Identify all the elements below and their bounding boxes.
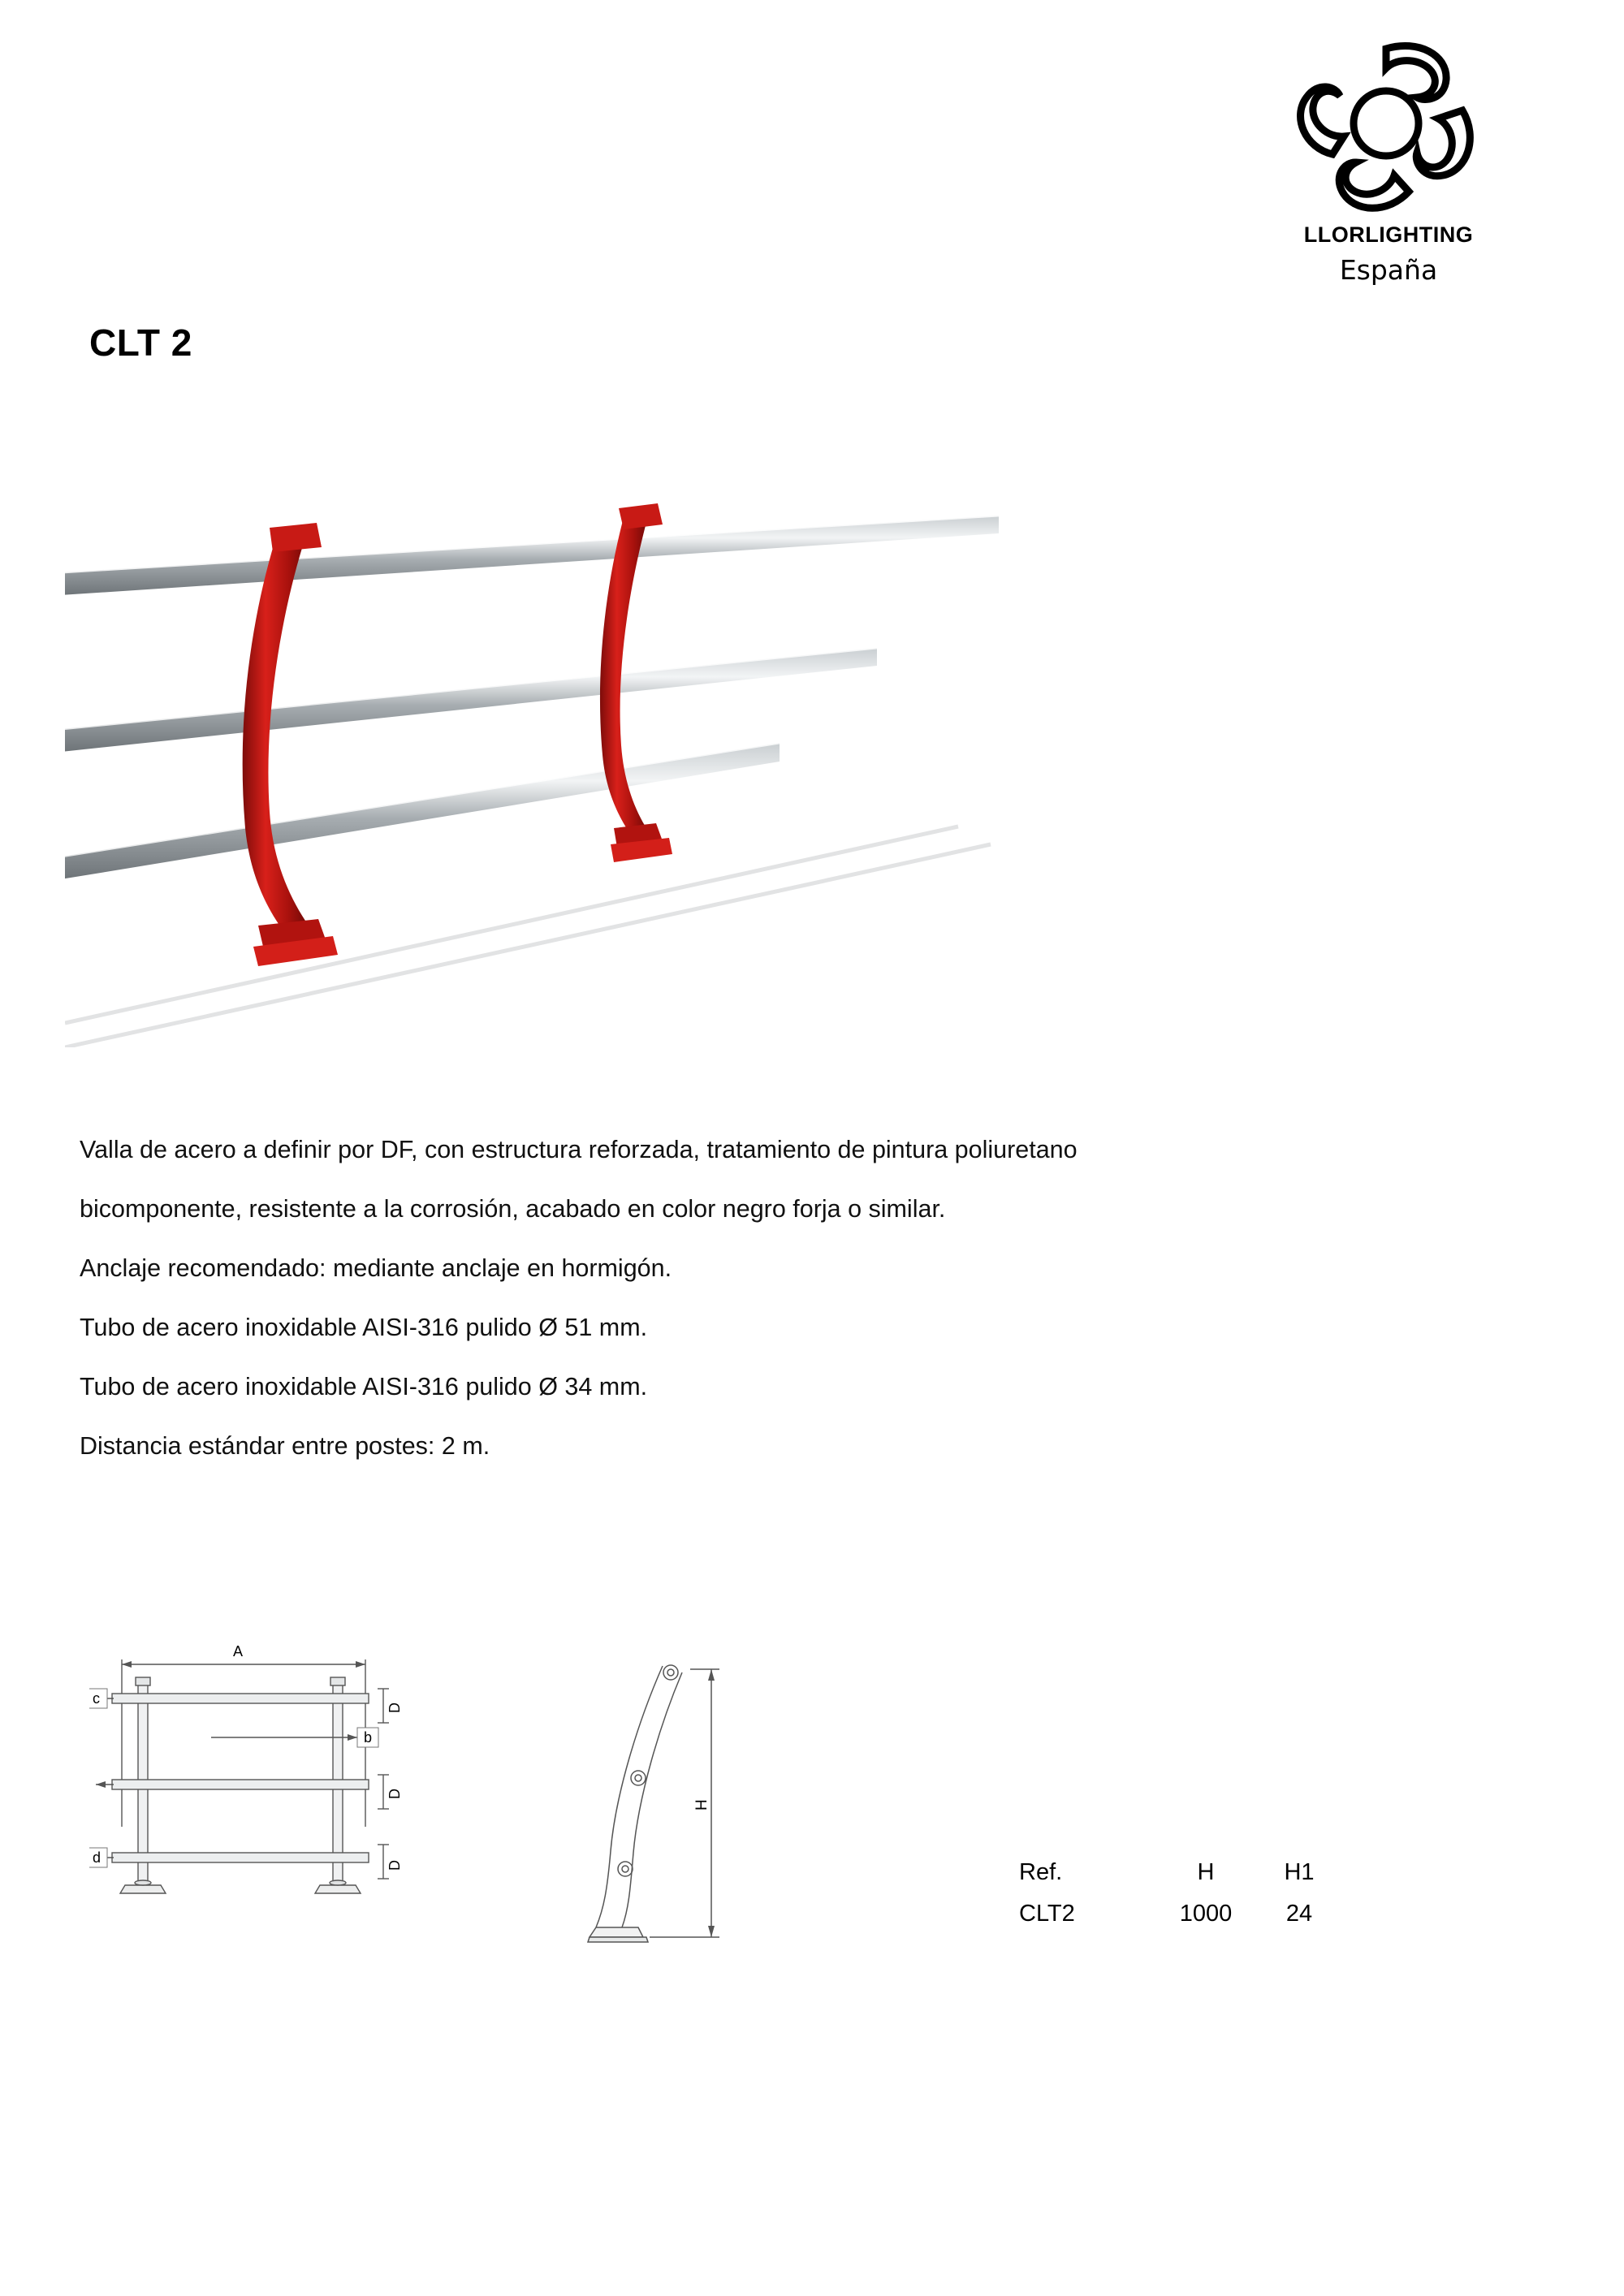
label-c: c bbox=[93, 1690, 100, 1707]
header-h: H bbox=[1197, 1859, 1215, 1885]
table-row bbox=[1019, 1901, 1344, 1942]
description-line-6: Distancia estándar entre postes: 2 m. bbox=[80, 1432, 490, 1460]
cell-ref: CLT2 bbox=[1019, 1901, 1075, 1927]
page-title: CLT 2 bbox=[89, 322, 192, 364]
lower-rail bbox=[65, 743, 780, 879]
cell-h1: 24 bbox=[1285, 1901, 1313, 1927]
product-description bbox=[80, 1120, 1476, 1476]
front-elevation-drawing bbox=[89, 1632, 568, 1965]
top-rail bbox=[65, 516, 999, 595]
brand-name: LLORLIGHTING bbox=[1303, 222, 1474, 247]
brand-logo-block bbox=[1267, 32, 1510, 286]
description-line-2: bicomponente, resistente a la corrosión, acabado en color negro forja o similar. bbox=[80, 1195, 946, 1223]
description-line-3: Anclaje recomendado: mediante anclaje en hormigón. bbox=[80, 1254, 672, 1282]
table-header-row bbox=[1019, 1859, 1344, 1901]
ground-lines bbox=[65, 826, 991, 1047]
label-b: b bbox=[364, 1729, 373, 1746]
description-line-4: Tubo de acero inoxidable AISI-316 pulido Ø 51 mm. bbox=[80, 1314, 648, 1341]
pinwheel-logo-icon bbox=[1295, 32, 1482, 219]
header-ref: Ref. bbox=[1019, 1859, 1063, 1885]
brand-country: España bbox=[1339, 254, 1438, 286]
label-d-top: D bbox=[387, 1703, 403, 1713]
header-h1: H1 bbox=[1284, 1859, 1315, 1885]
middle-rail bbox=[65, 648, 877, 752]
description-line-5: Tubo de acero inoxidable AISI-316 pulido Ø 34 mm. bbox=[80, 1373, 648, 1400]
post-left bbox=[243, 523, 338, 966]
label-d-mid: D bbox=[387, 1789, 403, 1799]
cell-h: 1000 bbox=[1179, 1901, 1233, 1927]
spec-table bbox=[1019, 1859, 1344, 1942]
label-h: H bbox=[693, 1799, 710, 1810]
label-a: A bbox=[232, 1643, 244, 1659]
clt2-railing-photo bbox=[65, 487, 1056, 1047]
side-profile-drawing bbox=[568, 1648, 755, 1965]
label-d: d bbox=[93, 1849, 102, 1866]
description-line-1: Valla de acero a definir por DF, con estructura reforzada, tratamiento de pintura poliuretano bbox=[80, 1136, 1078, 1163]
label-d-bottom: D bbox=[387, 1860, 403, 1871]
